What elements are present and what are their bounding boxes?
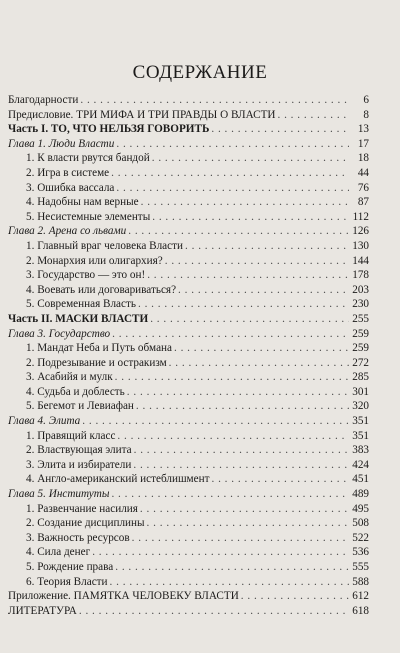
toc-entry-page: 76 bbox=[357, 181, 369, 194]
toc-entry bbox=[8, 210, 369, 225]
toc-entry-label: Предисловие. ТРИ МИФА И ТРИ ПРАВДЫ О ВЛАСТИ bbox=[8, 108, 276, 121]
toc-entry bbox=[8, 312, 369, 327]
toc-entry-page: 351 bbox=[352, 415, 369, 428]
dot-leader bbox=[80, 93, 349, 108]
table-of-contents bbox=[8, 93, 369, 618]
toc-entry-page: 203 bbox=[352, 283, 369, 296]
dot-leader bbox=[115, 370, 349, 385]
toc-entry bbox=[8, 502, 369, 517]
dot-leader bbox=[185, 239, 349, 254]
toc-entry bbox=[8, 472, 369, 487]
dot-leader bbox=[165, 254, 349, 269]
toc-entry-page: 555 bbox=[352, 561, 369, 573]
dot-leader bbox=[138, 297, 349, 312]
dot-leader bbox=[152, 151, 349, 166]
toc-entry-page: 508 bbox=[352, 517, 369, 530]
dot-leader bbox=[112, 327, 349, 342]
dot-leader bbox=[79, 604, 349, 619]
toc-entry bbox=[8, 137, 369, 152]
toc-entry bbox=[8, 254, 369, 269]
toc-entry-label: 1. К власти рвутся бандой bbox=[26, 152, 150, 165]
toc-entry-label: 4. Судьба и доблесть bbox=[26, 385, 125, 398]
toc-entry-label: 3. Асабийя и мулк bbox=[26, 371, 113, 384]
toc-entry bbox=[8, 181, 369, 196]
toc-entry-label: Глава 4. Элита bbox=[8, 415, 81, 428]
toc-entry bbox=[8, 458, 369, 473]
toc-entry-page: 522 bbox=[352, 531, 369, 544]
toc-entry-page: 230 bbox=[352, 298, 369, 311]
toc-entry-label: 1. Главный враг человека Власти bbox=[26, 239, 183, 252]
toc-entry-label: 3. Важность ресурсов bbox=[26, 531, 130, 544]
dot-leader bbox=[116, 181, 349, 196]
dot-leader bbox=[140, 502, 349, 517]
toc-entry-label: 2. Создание дисциплины bbox=[26, 517, 145, 530]
toc-entry-page: 17 bbox=[357, 137, 369, 150]
toc-entry bbox=[8, 487, 369, 502]
toc-entry bbox=[8, 399, 369, 414]
toc-entry-label: Часть II. МАСКИ ВЛАСТИ bbox=[8, 312, 149, 325]
dot-leader bbox=[116, 137, 349, 152]
dot-leader bbox=[241, 589, 349, 604]
toc-entry-page: 130 bbox=[352, 239, 369, 252]
dot-leader bbox=[92, 545, 349, 560]
toc-entry-page: 285 bbox=[352, 371, 369, 384]
dot-leader bbox=[141, 195, 349, 210]
toc-entry-label: 1. Правящий класс bbox=[26, 429, 116, 442]
toc-entry-page: 18 bbox=[357, 152, 369, 165]
toc-entry-page: 383 bbox=[352, 444, 369, 457]
toc-entry bbox=[8, 108, 369, 123]
toc-entry-page: 495 bbox=[352, 502, 369, 515]
toc-entry-page: 424 bbox=[352, 458, 369, 471]
toc-entry-label: ЛИТЕРАТУРА bbox=[8, 604, 77, 617]
toc-entry-label: Глава 2. Арена со львами bbox=[8, 225, 127, 238]
toc-entry-label: 5. Бегемот и Левиафан bbox=[26, 400, 134, 413]
toc-entry-label: 2. Игра в системе bbox=[26, 166, 110, 179]
toc-entry bbox=[8, 560, 369, 575]
toc-entry-page: 351 bbox=[352, 429, 369, 442]
toc-entry-page: 588 bbox=[352, 575, 369, 588]
toc-entry bbox=[8, 283, 369, 298]
toc-entry-page: 178 bbox=[352, 269, 369, 282]
toc-entry-label: 5. Несистемные элементы bbox=[26, 210, 151, 223]
dot-leader bbox=[128, 224, 349, 239]
toc-entry bbox=[8, 414, 369, 429]
toc-entry bbox=[8, 589, 369, 604]
toc-entry bbox=[8, 531, 369, 546]
toc-entry-label: 2. Монархия или олигархия? bbox=[26, 254, 163, 267]
toc-entry-label: 4. Воевать или договариваться? bbox=[26, 283, 177, 296]
dot-leader bbox=[211, 122, 349, 137]
toc-entry bbox=[8, 224, 369, 239]
toc-entry-label: Глава 3. Государство bbox=[8, 327, 111, 340]
toc-entry-label: 4. Сила денег bbox=[26, 546, 91, 559]
toc-entry bbox=[8, 166, 369, 181]
toc-entry-page: 144 bbox=[352, 254, 369, 267]
toc-entry-label: 3. Ошибка вассала bbox=[26, 181, 115, 194]
toc-entry-page: 259 bbox=[352, 327, 369, 340]
dot-leader bbox=[117, 429, 349, 444]
dot-leader bbox=[178, 283, 349, 298]
toc-entry-page: 13 bbox=[357, 123, 369, 136]
toc-entry bbox=[8, 195, 369, 210]
toc-entry-label: 2. Властвующая элита bbox=[26, 444, 132, 457]
toc-entry-page: 6 bbox=[363, 94, 369, 106]
dot-leader bbox=[111, 487, 349, 502]
toc-entry bbox=[8, 356, 369, 371]
dot-leader bbox=[133, 458, 349, 473]
toc-entry bbox=[8, 122, 369, 137]
toc-entry-label: Часть I. ТО, ЧТО НЕЛЬЗЯ ГОВОРИТЬ bbox=[8, 123, 210, 136]
toc-entry-page: 536 bbox=[352, 546, 369, 559]
toc-entry-label: 3. Элита и избиратели bbox=[26, 458, 132, 471]
toc-entry-label: Благодарности bbox=[8, 94, 79, 106]
toc-entry bbox=[8, 268, 369, 283]
toc-entry bbox=[8, 297, 369, 312]
toc-entry-label: 1. Развенчание насилия bbox=[26, 502, 138, 515]
toc-entry-label: 5. Рождение права bbox=[26, 561, 114, 573]
toc-entry bbox=[8, 429, 369, 444]
toc-entry bbox=[8, 545, 369, 560]
toc-entry bbox=[8, 575, 369, 590]
toc-entry-page: 259 bbox=[352, 342, 369, 355]
toc-entry-page: 618 bbox=[352, 604, 369, 617]
toc-entry bbox=[8, 239, 369, 254]
toc-entry-page: 451 bbox=[352, 473, 369, 486]
toc-entry-label: 2. Подрезывание и остракизм bbox=[26, 356, 167, 369]
dot-leader bbox=[277, 108, 349, 123]
dot-leader bbox=[152, 210, 349, 225]
toc-entry-label: Глава 5. Институты bbox=[8, 488, 110, 501]
toc-entry-label: 4. Англо-американский истеблишмент bbox=[26, 473, 210, 486]
toc-entry bbox=[8, 327, 369, 342]
toc-entry-page: 489 bbox=[352, 488, 369, 501]
dot-leader bbox=[147, 268, 349, 283]
toc-entry bbox=[8, 385, 369, 400]
toc-entry-page: 44 bbox=[357, 166, 369, 179]
toc-entry-page: 301 bbox=[352, 385, 369, 398]
toc-entry bbox=[8, 370, 369, 385]
page-title: СОДЕРЖАНИЕ bbox=[132, 62, 268, 83]
dot-leader bbox=[150, 312, 349, 327]
dot-leader bbox=[136, 399, 349, 414]
toc-entry-page: 255 bbox=[352, 312, 369, 325]
toc-entry-page: 8 bbox=[363, 108, 369, 121]
toc-entry-page: 320 bbox=[352, 400, 369, 413]
toc-entry-page: 112 bbox=[352, 210, 369, 223]
dot-leader bbox=[174, 341, 349, 356]
dot-leader bbox=[82, 414, 349, 429]
dot-leader bbox=[111, 166, 349, 181]
toc-entry bbox=[8, 516, 369, 531]
dot-leader bbox=[134, 443, 349, 458]
toc-entry bbox=[8, 604, 369, 619]
dot-leader bbox=[115, 560, 349, 575]
dot-leader bbox=[110, 575, 349, 590]
dot-leader bbox=[127, 385, 349, 400]
dot-leader bbox=[132, 531, 349, 546]
dot-leader bbox=[147, 516, 349, 531]
toc-entry bbox=[8, 151, 369, 166]
toc-entry bbox=[8, 341, 369, 356]
toc-entry-page: 612 bbox=[352, 590, 369, 603]
dot-leader bbox=[169, 356, 349, 371]
toc-entry-label: 1. Мандат Неба и Путь обмана bbox=[26, 342, 172, 355]
toc-entry-label: 5. Современная Власть bbox=[26, 298, 136, 311]
toc-entry-label: 6. Теория Власти bbox=[26, 575, 108, 588]
toc-entry bbox=[8, 93, 369, 108]
toc-entry-page: 272 bbox=[352, 356, 369, 369]
dot-leader bbox=[211, 472, 349, 487]
toc-entry-label: 4. Надобны нам верные bbox=[26, 196, 139, 209]
toc-entry-page: 126 bbox=[352, 225, 369, 238]
toc-entry bbox=[8, 443, 369, 458]
toc-entry-label: Глава 1. Люди Власти bbox=[8, 137, 115, 150]
toc-entry-label: 3. Государство — это он! bbox=[26, 269, 146, 282]
toc-entry-page: 87 bbox=[357, 196, 369, 209]
toc-entry-label: Приложение. ПАМЯТКА ЧЕЛОВЕКУ ВЛАСТИ bbox=[8, 590, 239, 603]
